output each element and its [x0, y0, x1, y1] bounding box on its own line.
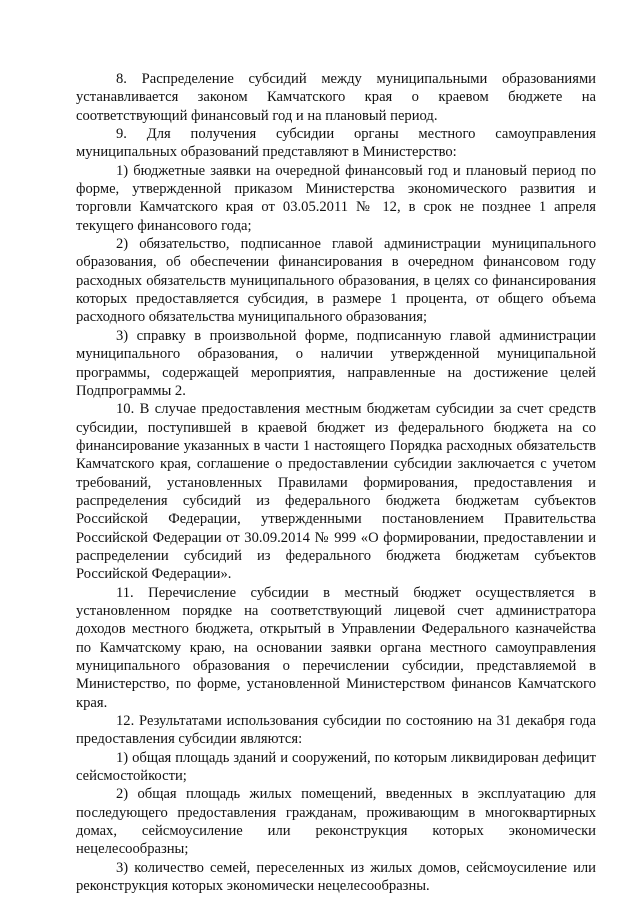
paragraph-12: 12. Результатами использования субсидии по состоянию на 31 декабря года предоставления субсидии являются: — [76, 713, 596, 748]
document-page — [76, 70, 596, 895]
paragraph-12-item-2: 2) общая площадь жилых помещений, введенных в эксплуатацию для последующего предоставления гражданам, проживающим в многоквартирных домах, сейсмоусиление или реконструкция которых экономически нецелесообразны; — [76, 786, 596, 858]
paragraph-11: 11. Перечисление субсидии в местный бюджет осуществляется в установленном порядке на соответствующий лицевой счет администратора доходов местного бюджета, открытый в Управлении Федерального казначейства по Камчатскому краю, на основании заявки органа местного самоуправления муниципального образования о перечислении субсидии, представляемой в Министерство, по форме, установленной Министерством финансов Камчатского края. — [76, 584, 596, 711]
paragraph-8: 8. Распределение субсидий между муниципальными образованиями устанавливается законом Камчатского края о краевом бюджете на соответствующий финансовый год и на плановый период. — [76, 71, 596, 124]
paragraph-9-item-3: 3) справку в произвольной форме, подписанную главой администрации муниципального образования, о наличии утвержденной муниципальной программы, содержащей мероприятия, направленные на достижение целей Подпрограммы 2. — [76, 327, 596, 399]
paragraph-12-item-3: 3) количество семей, переселенных из жилых домов, сейсмоусиление или реконструкция которых экономически нецелесообразны. — [76, 859, 596, 895]
paragraph-12-item-1: 1) общая площадь зданий и сооружений, по которым ликвидирован дефицит сейсмостойкости; — [76, 749, 596, 785]
paragraph-10: 10. В случае предоставления местным бюджетам субсидии за счет средств субсидии, поступившей в краевой бюджет из федерального бюджета на со финансирование указанных в части 1 настоящего Порядка расходных обязательств Камчатского края, соглашение о предоставлении субсидии заключается с учетом требований, установленных Правилами формирования, предоставления и распределения субсидий из федерального бюджета бюджетам субъектов Российской Федерации, утвержденными постановлением Правительства Российской Федерации от 30.09.2014 № 999 «О формировании, предоставлении и распределении субсидий из федерального бюджета бюджетам субъектов Российской Федерации». — [76, 401, 596, 583]
paragraph-9-item-2: 2) обязательство, подписанное главой администрации муниципального образования, об обеспечении финансирования в очередном финансовом году расходных обязательств муниципального образования, в целях со финансирования которых предоставляется субсидия, в размере 1 процента, от общего объема расходного обязательства муниципального образования; — [76, 236, 596, 326]
paragraph-9: 9. Для получения субсидии органы местного самоуправления муниципальных образований представляют в Министерство: — [76, 126, 596, 161]
paragraph-9-item-1: 1) бюджетные заявки на очередной финансовый год и плановый период по форме, утвержденной приказом Министерства экономического развития и торговли Камчатского края от 03.05.2011 № 12, в срок не позднее 1 апреля текущего финансового года; — [76, 162, 596, 234]
